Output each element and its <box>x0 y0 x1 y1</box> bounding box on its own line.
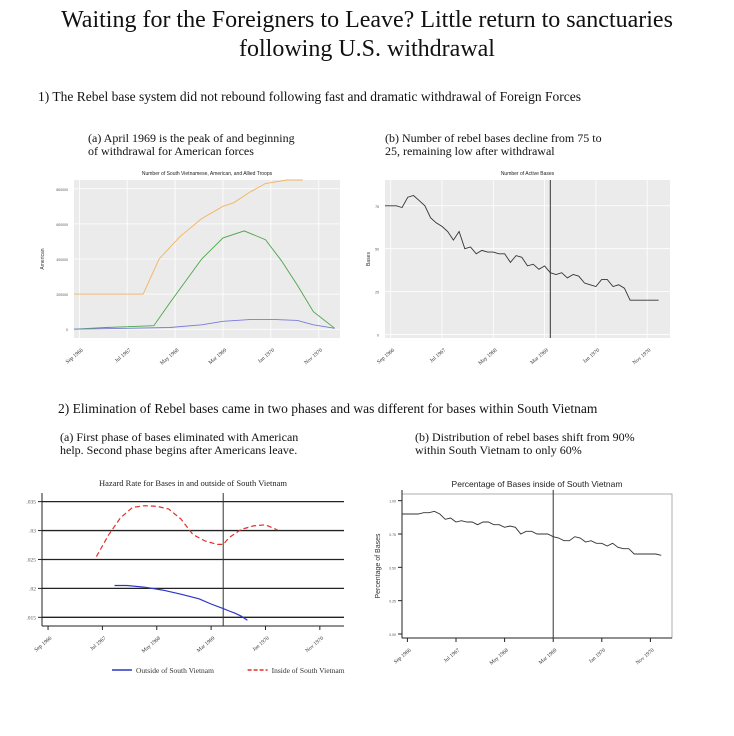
y-tick-label: 1.00 <box>389 499 396 504</box>
y-axis-label: Bases <box>366 252 372 266</box>
x-tick-label: Jul 1967 <box>428 347 448 365</box>
x-tick-label: Sep 1966 <box>33 635 54 654</box>
x-tick-label: Sep 1966 <box>376 347 396 366</box>
x-tick-label: Nov 1970 <box>634 647 656 667</box>
series-line-0 <box>402 511 661 555</box>
caption-1a-line-2: of withdrawal for American forces <box>88 144 254 158</box>
caption-1a <box>88 132 295 158</box>
chart-bases <box>360 166 680 382</box>
chart-hazard <box>26 474 356 684</box>
x-tick-label: Jan 1970 <box>257 347 276 365</box>
caption-1a-line-1: (a) April 1969 is the peak of and beginning <box>88 131 295 145</box>
y-tick-label: 0.75 <box>389 533 396 537</box>
y-tick-label: 800000 <box>56 187 68 192</box>
y-tick-label: 0.25 <box>389 599 396 604</box>
x-tick-label: Mar 1969 <box>529 347 550 366</box>
y-axis-label: American <box>40 248 46 270</box>
x-tick-label: Jan 1970 <box>587 647 607 665</box>
x-tick-label: Nov 1970 <box>304 635 325 655</box>
x-tick-label: Sep 1966 <box>392 647 413 666</box>
caption-1b <box>385 132 602 158</box>
x-tick-label: May 1968 <box>140 635 162 655</box>
caption-2a-line-1: (a) First phase of bases eliminated with American <box>60 430 299 444</box>
y-tick-label: .035 <box>26 499 36 506</box>
chart-pct-inside <box>366 474 686 684</box>
y-tick-label: 0.00 <box>389 633 396 637</box>
x-tick-label: Mar 1969 <box>195 635 217 654</box>
y-tick-label: 200000 <box>56 293 68 298</box>
x-tick-label: May 1968 <box>159 347 181 367</box>
x-tick-label: Mar 1969 <box>537 647 559 666</box>
y-tick-label: .015 <box>26 615 36 622</box>
caption-2b-line-2: within South Vietnam to only 60% <box>415 443 582 457</box>
y-tick-label: 0 <box>66 328 68 333</box>
x-tick-label: Jul 1967 <box>89 635 108 653</box>
x-tick-label: Jul 1967 <box>442 647 462 665</box>
chart-title: Number of South Vietnamese, American, and Allied Troops <box>141 171 273 177</box>
section-2-heading: 2) Elimination of Rebel bases came in two phases and was different for bases within South Vietnam <box>58 401 598 416</box>
x-tick-label: Jan 1970 <box>251 635 271 653</box>
chart-troops <box>30 166 350 382</box>
x-tick-label: May 1968 <box>488 647 510 667</box>
x-tick-label: Jul 1967 <box>114 347 133 365</box>
y-tick-label: 25 <box>375 290 379 295</box>
x-tick-label: May 1968 <box>477 347 499 367</box>
caption-2b-line-1: (b) Distribution of rebel bases shift from 90% <box>415 430 635 444</box>
title-line-2: following U.S. withdrawal <box>239 36 495 62</box>
caption-2b <box>415 431 635 457</box>
caption-2a-line-2: help. Second phase begins after Americans leave. <box>60 443 298 457</box>
y-tick-label: 50 <box>375 247 379 252</box>
y-axis-label: Percentage of Bases <box>375 533 382 599</box>
legend-label: Outside of South Vietnam <box>136 666 214 675</box>
y-tick-label: .025 <box>26 557 36 564</box>
y-tick-label: 600000 <box>56 222 68 227</box>
title-line-1: Waiting for the Foreigners to Leave? Little return to sanctuaries <box>61 7 673 33</box>
page-title <box>0 6 734 64</box>
y-tick-label: .03 <box>29 528 36 535</box>
x-tick-label: Nov 1970 <box>631 347 653 367</box>
series-line-0 <box>115 586 248 621</box>
y-tick-label: 0 <box>377 333 379 338</box>
section-1-heading: 1) The Rebel base system did not rebound following fast and dramatic withdrawal of Foreign Forces <box>38 89 581 104</box>
y-tick-label: 400000 <box>56 258 68 262</box>
x-tick-label: Sep 1966 <box>64 347 85 366</box>
caption-1b-line-2: 25, remaining low after withdrawal <box>385 144 555 158</box>
plot-panel <box>385 180 670 338</box>
chart-title: Percentage of Bases inside of South Vietnam <box>451 479 623 489</box>
x-tick-label: Mar 1969 <box>207 347 229 366</box>
legend-label: Inside of South Vietnam <box>271 666 345 675</box>
x-tick-label: Nov 1970 <box>303 347 324 367</box>
y-tick-label: 0.50 <box>389 566 396 571</box>
chart-title: Hazard Rate for Bases in and outside of South Vietnam <box>99 478 287 488</box>
y-tick-label: .02 <box>29 586 36 593</box>
caption-2a <box>60 431 298 457</box>
chart-title: Number of Active Bases <box>500 171 555 177</box>
plot-frame <box>402 494 672 638</box>
x-tick-label: Jan 1970 <box>582 347 602 365</box>
y-tick-label: 75 <box>375 204 379 209</box>
caption-1b-line-1: (b) Number of rebel bases decline from 75 to <box>385 131 602 145</box>
